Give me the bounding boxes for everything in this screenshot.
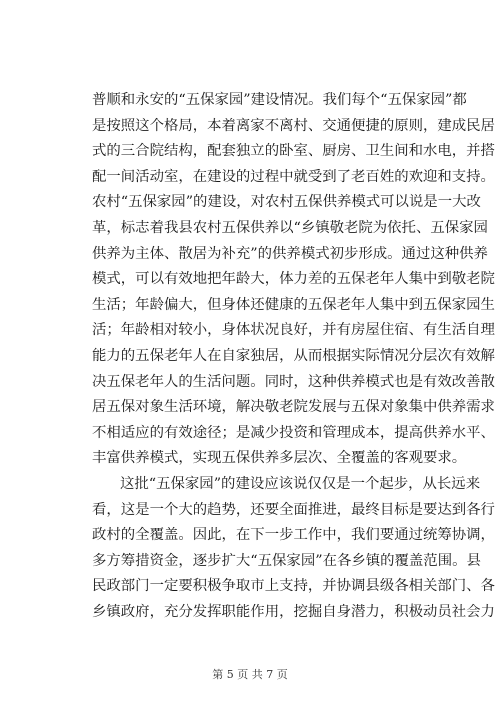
text-line: 能力的五保老年人在自家独居，从而根据实际情况分层次有效解 [92,347,495,364]
text-line: 农村“五保家园”的建设，对农村五保供养模式可以说是一大改 [92,194,481,211]
text-line: 革，标志着我县农村五保供养以“乡镇敬老院为依托、五保家园 [92,219,488,236]
text-line: 活；年龄相对较小，身体状况良好，并有房屋住宿、有生活自理 [92,322,495,339]
text-line: 生活；年龄偏大，但身体还健康的五保老年人集中到五保家园生 [92,296,495,313]
text-line: 配一间活动室，在建设的过程中就受到了老百姓的欢迎和支持。 [92,168,495,185]
text-line: 丰富供养模式，实现五保供养多层次、全覆盖的客观要求。 [92,450,467,467]
text-line: 不相适应的有效途径；是减少投资和管理成本，提高供养水平、 [92,424,495,441]
text-line: 式的三合院结构，配套独立的卧室、厨房、卫生间和水电，并搭 [92,143,495,160]
body-text [92,88,495,625]
text-line: 决五保老年人的生活问题。同时，这种供养模式也是有效改善散 [92,373,495,390]
paragraph-start-line: 这批“五保家园”的建设应该说仅仅是一个起步，从长远来 [120,475,481,492]
text-line: 是按照这个格局，本着离家不离村、交通便捷的原则，建成民居 [92,117,495,134]
text-line: 民政部门一定要积极争取市上支持，并协调县级各相关部门、各 [92,578,495,595]
text-line: 政村的全覆盖。因此，在下一步工作中，我们要通过统筹协调， [92,527,495,544]
text-line: 居五保对象生活环境，解决敬老院发展与五保对象集中供养需求 [92,399,495,416]
text-line: 模式，可以有效地把年龄大，体力差的五保老年人集中到敬老院 [92,271,495,288]
text-line: 普顺和永安的“五保家园”建设情况。我们每个“五保家园”都 [92,92,467,108]
text-line: 看，这是一个大的趋势，还要全面推进，最终目标是要达到各行 [92,501,495,518]
text-line: 乡镇政府，充分发挥职能作用，挖掘自身潜力，积极动员社会力 [92,603,495,620]
text-line: 多方筹措资金，逐步扩大“五保家园”在各乡镇的覆盖范围。县 [92,552,481,569]
text-line: 供养为主体、散居为补充”的供养模式初步形成。通过这种供养 [92,245,488,262]
page-footer [0,666,500,682]
page-number: 第 5 页 共 7 页 [212,668,288,681]
